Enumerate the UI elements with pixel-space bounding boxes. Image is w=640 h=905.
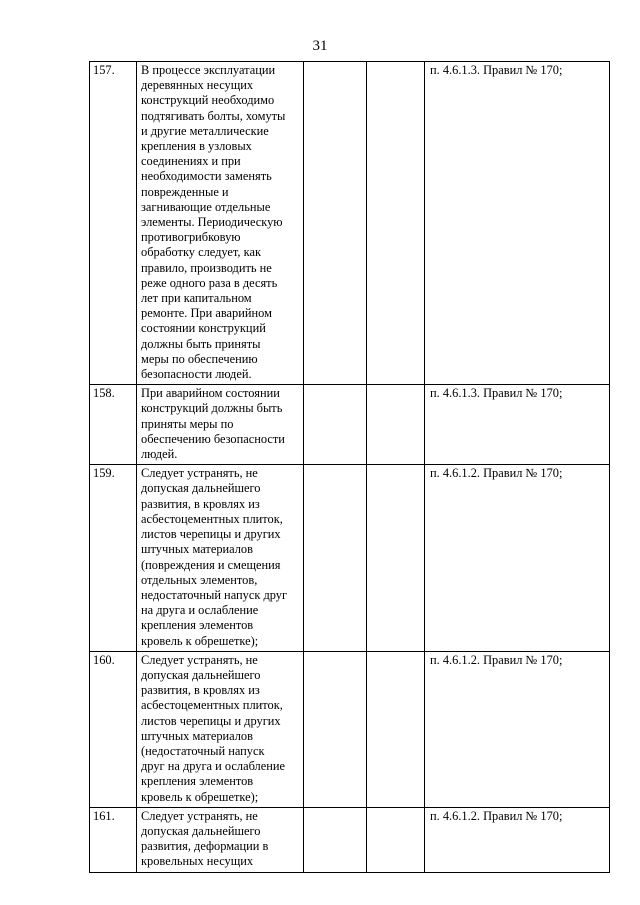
requirement-text-line: недостаточный напуск друг — [141, 587, 288, 602]
requirement-text-line: меры по обеспечению — [141, 351, 258, 366]
table-row — [90, 651, 610, 807]
requirement-text-line: загнивающие отдельные — [141, 199, 271, 214]
requirement-text-line: безопасности людей. — [141, 367, 252, 382]
row-number: 161. — [90, 807, 137, 872]
empty-cell-a — [304, 465, 367, 651]
requirement-text-line: приняты меры по — [141, 416, 234, 431]
legal-reference: п. 4.6.1.2. Правил № 170; — [425, 651, 610, 807]
row-number: 157. — [90, 62, 137, 385]
empty-cell-a — [304, 385, 367, 465]
requirement-text-line: При аварийном состоянии — [141, 386, 280, 401]
empty-cell-a — [304, 651, 367, 807]
requirement-text-line: штучных материалов — [141, 542, 253, 557]
requirement-text-line: друг на друга и ослабление — [141, 759, 286, 774]
legal-reference: п. 4.6.1.3. Правил № 170; — [425, 62, 610, 385]
page-number: 31 — [312, 38, 328, 54]
requirement-text — [137, 465, 304, 651]
requirement-text-line: кровель к обрешетке); — [141, 789, 259, 804]
requirement-text-line: отдельных элементов, — [141, 572, 258, 587]
requirement-text-line: развития, в кровлях из — [141, 683, 260, 698]
requirement-text — [137, 651, 304, 807]
empty-cell-b — [367, 651, 425, 807]
requirement-text-line: асбестоцементных плиток, — [141, 698, 283, 713]
requirement-text-line: реже одного раза в десять — [141, 275, 278, 290]
requirement-text-line: допуская дальнейшего — [141, 667, 261, 682]
legal-reference: п. 4.6.1.2. Правил № 170; — [425, 465, 610, 651]
requirement-text-line: конструкций должны быть — [141, 401, 283, 416]
requirement-text-line: подтягивать болты, хомуты — [141, 108, 286, 123]
row-number: 159. — [90, 465, 137, 651]
empty-cell-b — [367, 62, 425, 385]
requirements-table — [89, 61, 610, 873]
row-number: 160. — [90, 651, 137, 807]
requirement-text-line: (недостаточный напуск — [141, 743, 265, 758]
requirement-text-line: крепления элементов — [141, 774, 254, 789]
requirement-text-line: правило, производить не — [141, 260, 272, 275]
requirement-text-line: противогрибковую — [141, 230, 241, 245]
requirement-text-line: листов черепицы и других — [141, 527, 281, 542]
requirement-text-line: крепления элементов — [141, 618, 254, 633]
empty-cell-a — [304, 807, 367, 872]
empty-cell-b — [367, 465, 425, 651]
requirement-text-line: соединениях и при — [141, 154, 241, 169]
row-number: 158. — [90, 385, 137, 465]
requirement-text-line: лет при капитальном — [141, 291, 252, 306]
requirement-text-line: элементы. Периодическую — [141, 215, 283, 230]
requirement-text-line: асбестоцементных плиток, — [141, 511, 283, 526]
requirement-text — [137, 385, 304, 465]
requirement-text-line: допуская дальнейшего — [141, 481, 261, 496]
requirement-text-line: обработку следует, как — [141, 245, 261, 260]
requirement-text-line: кровельных несущих — [141, 854, 254, 869]
requirement-text-line: состоянии конструкций — [141, 321, 266, 336]
requirement-text-line: листов черепицы и других — [141, 713, 281, 728]
table-row — [90, 62, 610, 385]
requirement-text-line: развития, в кровлях из — [141, 496, 260, 511]
legal-reference: п. 4.6.1.2. Правил № 170; — [425, 807, 610, 872]
requirement-text-line: поврежденные и — [141, 184, 229, 199]
requirement-text-line: Следует устранять, не — [141, 652, 258, 667]
requirement-text-line: конструкций необходимо — [141, 93, 275, 108]
requirement-text — [137, 62, 304, 385]
requirement-text-line: и другие металлические — [141, 123, 269, 138]
requirement-text-line: обеспечению безопасности — [141, 431, 285, 446]
requirement-text-line: деревянных несущих — [141, 78, 254, 93]
empty-cell-b — [367, 385, 425, 465]
requirement-text-line: Следует устранять, не — [141, 808, 258, 823]
requirement-text-line: на друга и ослабление — [141, 603, 259, 618]
empty-cell-b — [367, 807, 425, 872]
requirement-text-line: штучных материалов — [141, 728, 253, 743]
requirement-text-line: должны быть приняты — [141, 336, 261, 351]
requirement-text-line: крепления в узловых — [141, 139, 252, 154]
requirement-text-line: развития, деформации в — [141, 839, 269, 854]
requirement-text-line: ремонте. При аварийном — [141, 306, 272, 321]
requirement-text-line: В процессе эксплуатации — [141, 63, 276, 77]
requirement-text-line: необходимости заменять — [141, 169, 272, 184]
legal-reference: п. 4.6.1.3. Правил № 170; — [425, 385, 610, 465]
table-row — [90, 385, 610, 465]
requirement-text-line: кровель к обрешетке); — [141, 633, 259, 648]
requirement-text — [137, 807, 304, 872]
requirement-text-line: (повреждения и смещения — [141, 557, 281, 572]
requirements-table-body — [90, 62, 610, 873]
table-row — [90, 807, 610, 872]
requirement-text-line: людей. — [141, 447, 178, 462]
empty-cell-a — [304, 62, 367, 385]
requirement-text-line: Следует устранять, не — [141, 466, 258, 481]
requirement-text-line: допуская дальнейшего — [141, 823, 261, 838]
table-row — [90, 465, 610, 651]
